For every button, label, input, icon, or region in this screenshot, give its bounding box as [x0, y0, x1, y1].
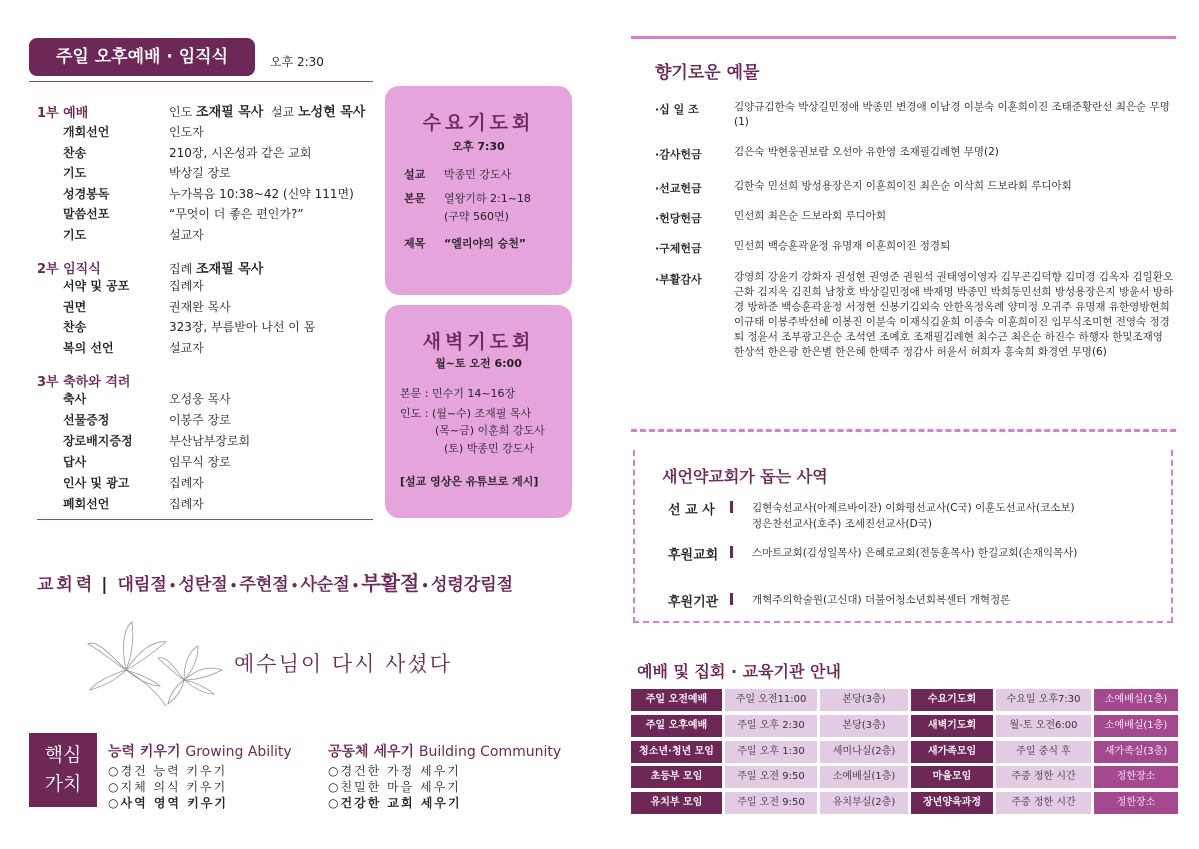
- schedule-cell: 본당(3층): [820, 689, 908, 711]
- part2-heading: 2부 임직식: [37, 262, 101, 277]
- core-group-2-item: ○건강한 교회 세우기: [328, 796, 462, 810]
- wed-text-label: 본문: [404, 192, 426, 205]
- order-item-label: 찬송: [63, 320, 87, 334]
- order-item-label: 폐회선언: [63, 497, 110, 511]
- order-item-value: 박상길 장로: [169, 166, 231, 181]
- order-item-label: 답사: [63, 455, 87, 469]
- core-group-2-item: ○경건한 가정 세우기: [328, 764, 461, 778]
- mission-title: 새언약교회가 돕는 사역: [662, 467, 828, 486]
- schedule-cell: 정한장소: [1094, 766, 1178, 788]
- order-item-label: 기도: [63, 228, 87, 242]
- mission-line: 스마트교회(김성일목사) 은혜로교회(전동훈목사) 한길교회(손재익목사): [752, 547, 1078, 559]
- order-item-label: 말씀선포: [63, 207, 110, 222]
- offering-names: 민선희 백승훈곽윤정 유명재 이훈희이진 정경퇴: [734, 240, 951, 252]
- calendar-bullet: •: [168, 579, 177, 593]
- calendar-item: 부활절: [361, 571, 420, 595]
- lily-flower-icon: [86, 620, 226, 710]
- wed-text: 열왕기하 2:1~18: [444, 192, 531, 205]
- order-item-value: 집례자: [169, 497, 204, 511]
- easter-slogan: 예수님이 다시 사셨다: [234, 652, 452, 676]
- mission-line: 개혁주의학술원(고신대) 더불어청소년회복센터 개혁정론: [752, 594, 1011, 606]
- offering-names: 김양규김한숙 박상길민정애 박종민 변경애 이남경 이분숙 이훈희이진 조태준황란선 최은순 무명(1): [734, 101, 1170, 128]
- calendar-item: 사순절: [300, 575, 350, 595]
- schedule-cell: 수요기도회: [911, 689, 993, 711]
- offering-category: ·헌당헌금: [655, 212, 702, 225]
- dawn-leader-2: (목~금) 이훈희 강도사: [435, 424, 545, 437]
- part1-heading: 1부 예배: [37, 106, 89, 121]
- dawn-time: 월~토 오전 6:00: [435, 357, 522, 370]
- schedule-cell: 본당(3층): [820, 715, 908, 737]
- schedule-cell: 청소년·청년 모임: [631, 741, 722, 763]
- offering-names: 김한숙 민선희 방성용장은지 이훈희이진 최은순 이삭희 드보라회 루디아회: [734, 180, 1072, 192]
- offering-category: ·감사헌금: [655, 148, 702, 161]
- dawn-note: [설교 영상은 유튜브로 게시]: [400, 475, 539, 488]
- wednesday-time: 오후 7:30: [452, 140, 505, 153]
- church-calendar: [37, 567, 517, 596]
- offering-names: 민선희 최은순 드보라회 루디아회: [734, 210, 887, 222]
- order-item-label: 찬송: [63, 145, 87, 160]
- schedule-cell: 소예배실(1층): [1094, 715, 1178, 737]
- schedule-cell: 주일 오후예배: [631, 715, 722, 737]
- order-item-value: 설교자: [169, 340, 204, 355]
- mission-line: 정은찬선교사(호주) 조세진선교사(D국): [752, 518, 932, 530]
- schedule-cell: 유치부 모임: [631, 792, 722, 814]
- order-item-label: 축사: [63, 392, 87, 406]
- mission-category: 후원기관: [668, 595, 719, 610]
- schedule-cell: 주중 정한 시간: [996, 766, 1091, 788]
- calendar-item: 성령강림절: [430, 575, 514, 595]
- calendar-bullet: •: [421, 579, 429, 593]
- schedule-cell: 초등부 모임: [631, 766, 722, 788]
- core-group-1-heading: 능력 키우기 Growing Ability: [108, 744, 292, 760]
- bar-marker: [730, 593, 733, 605]
- order-item-value: 오성웅 목사: [169, 392, 231, 406]
- schedule-cell: 새벽기도회: [911, 715, 993, 737]
- wed-title-label: 제목: [404, 237, 426, 250]
- order-item-value: 210장, 시온성과 같은 교회: [169, 145, 312, 160]
- core-values-badge: [29, 733, 97, 807]
- part3-heading: 3부 축하와 격려: [37, 375, 131, 390]
- part1-leaders: 인도 조재필 목사 설교 노성현 목사: [169, 105, 366, 120]
- core-group-1-item: ○지체 의식 키우기: [108, 780, 228, 794]
- dawn-leader-3: (토) 박종민 강도사: [444, 442, 534, 455]
- schedule-cell: 주일 오후 2:30: [725, 715, 817, 737]
- calendar-label: 교회력: [37, 575, 96, 595]
- calendar-item: 대림절: [117, 575, 167, 595]
- order-item-value: 임무식 장로: [169, 455, 231, 469]
- wed-text-page: (구약 560면): [444, 210, 509, 223]
- schedule-cell: 소예배실(1층): [820, 766, 908, 788]
- schedule-cell: 마을모임: [911, 766, 993, 788]
- calendar-items: [117, 571, 516, 595]
- bar-marker: [730, 546, 733, 558]
- wed-sermon-title: “엘리야의 승천”: [444, 237, 527, 250]
- calendar-bullet: •: [351, 579, 360, 593]
- order-item-label: 서약 및 공포: [63, 279, 130, 293]
- calendar-bullet: •: [290, 579, 299, 593]
- calendar-divider: |: [101, 575, 108, 595]
- order-item-value: 이봉주 장로: [169, 413, 231, 427]
- core-group-1-item: ○경건 능력 키우기: [108, 764, 228, 778]
- order-item-value: 설교자: [169, 228, 204, 242]
- order-item-value: 인도자: [169, 125, 204, 139]
- schedule-title: 예배 및 집회 · 교육기관 안내: [637, 662, 841, 681]
- schedule-cell: 정한장소: [1094, 792, 1178, 814]
- divider: [29, 81, 373, 82]
- service-time: 오후 2:30: [270, 55, 324, 69]
- dashed-divider: [631, 429, 1176, 432]
- dawn-leader-1: 인도 : (월~수) 조재필 목사: [400, 407, 532, 420]
- order-item-value: 누가복음 10:38~42 (신약 111면): [169, 186, 354, 201]
- order-item-value: 323장, 부름받아 나선 이 몸: [169, 320, 316, 334]
- dawn-prayer-box: [385, 305, 572, 518]
- calendar-item: 주현절: [239, 575, 289, 595]
- offering-names: 강영희 강윤기 강화자 권성현 권영준 권원석 권태영이영자 김무곤김덕향 김미경 김옥자 김일환오근화 김지옥 김진희 남창호 박상길민정애 박재명 박종민 박희동민선희 방성용장은지 방윤서 방하경 방하준 백승훈곽윤정 서정현 신봉기김외숙 안한옥정옥례 양미정 오귀주 유명재 유한영방현희 이규태 이봉주박선혜 이봉진 이분숙 이재식김윤희 이종숙 이훈희이진 임무식조미현 전영숙 정경퇴 정윤서 조부광고은순 조석연 조예호 조재필김례현 최수근 최은순 하진수 하행자 한및조재영 한상석 한은광 한은별 한은혜 한택주 정감사 허윤서 허희자 홍숙희 화경연 무명(6): [734, 271, 1174, 358]
- offering-category: ·선교헌금: [655, 182, 702, 195]
- calendar-item: 성탄절: [178, 575, 228, 595]
- core-group-1-item: ○사역 영역 키우기: [108, 796, 228, 810]
- divider: [631, 36, 1176, 39]
- dawn-title: 새벽기도회: [422, 331, 535, 353]
- schedule-cell: 주일 오전 9:50: [725, 792, 817, 814]
- part2-leader: 집례 조재필 목사: [169, 262, 264, 277]
- schedule-cell: 세미나실(2층): [820, 741, 908, 763]
- offering-category: ·부활감사: [655, 273, 702, 286]
- wed-preacher-label: 설교: [404, 168, 426, 181]
- mission-category: 후원교회: [668, 548, 719, 563]
- order-item-label: 기도: [63, 166, 87, 181]
- dawn-text: 본문 : 민수기 14~16장: [400, 387, 516, 400]
- offering-category: ·구제헌금: [655, 242, 702, 255]
- order-item-label: 개회선언: [63, 125, 110, 139]
- core-line-2: 가치: [44, 773, 82, 795]
- calendar-bullet: •: [229, 579, 238, 593]
- core-group-2-heading: 공동체 세우기 Building Community: [328, 744, 562, 760]
- order-item-label: 장로배지증정: [63, 434, 133, 448]
- schedule-cell: 장년양육과정: [911, 792, 993, 814]
- mission-category: 선 교 사: [668, 503, 715, 518]
- order-item-value: 집례자: [169, 476, 204, 490]
- schedule-cell: 주일 오후 1:30: [725, 741, 817, 763]
- order-item-value: 권재완 목사: [169, 299, 231, 314]
- mission-line: 김현숙선교사(아제르바이잔) 이화평선교사(C국) 이훈도선교사(코소보): [752, 502, 1075, 514]
- order-item-label: 권면: [63, 299, 87, 314]
- schedule-cell: 유치부실(2층): [820, 792, 908, 814]
- schedule-cell: 수요일 오후7:30: [996, 689, 1091, 711]
- schedule-cell: 새가족실(3층): [1094, 741, 1178, 763]
- schedule-cell: 주일 중식 후: [996, 741, 1091, 763]
- core-group-2-item: ○친밀한 마을 세우기: [328, 780, 461, 794]
- bar-marker: [730, 501, 733, 513]
- order-item-label: 선물증정: [63, 413, 110, 427]
- wed-preacher: 박종민 강도사: [444, 168, 512, 181]
- offering-title: 향기로운 예물: [655, 63, 760, 83]
- schedule-cell: 소예배실(1층): [1094, 689, 1178, 711]
- core-line-1: 핵심: [44, 744, 82, 766]
- schedule-cell: 주일 오전 9:50: [725, 766, 817, 788]
- wednesday-title: 수요기도회: [422, 112, 535, 134]
- offering-category: ·십 일 조: [655, 103, 699, 116]
- order-item-value: 집례자: [169, 279, 204, 293]
- order-item-label: 복의 선언: [63, 340, 114, 355]
- schedule-cell: 주중 정한 시간: [996, 792, 1091, 814]
- schedule-cell: 새가족모임: [911, 741, 993, 763]
- order-item-label: 성경봉독: [63, 186, 110, 201]
- order-item-value: 부산남부장로회: [169, 434, 251, 448]
- offering-names: 김은숙 박현웅권보람 오선아 유한영 조재필김례현 무명(2): [734, 146, 999, 158]
- order-item-label: 인사 및 광고: [63, 476, 130, 490]
- schedule-cell: 주일 오전예배: [631, 689, 722, 711]
- divider: [37, 519, 373, 520]
- schedule-cell: 주일 오전11:00: [725, 689, 817, 711]
- schedule-cell: 월-토 오전6:00: [996, 715, 1091, 737]
- order-item-value: “무엇이 더 좋은 편인가?”: [169, 207, 304, 222]
- wednesday-prayer-box: [385, 86, 572, 295]
- service-title: 주일 오후예배 · 임직식: [29, 38, 255, 76]
